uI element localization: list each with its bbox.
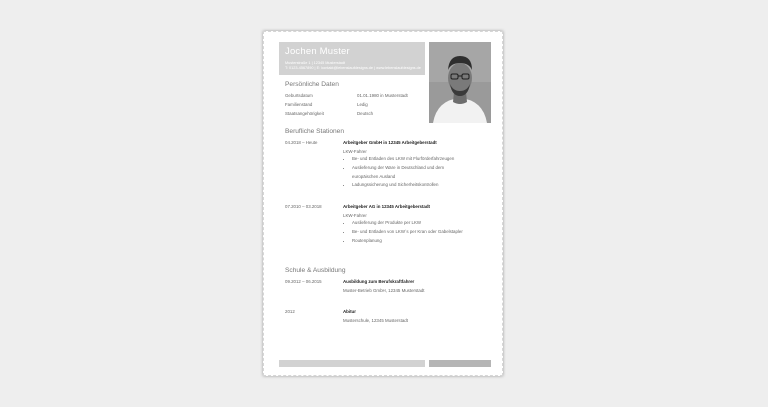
career-employer: Arbeitgeber AG in 12345 Arbeitgeberstadt	[343, 204, 431, 209]
person-photo-icon	[429, 42, 491, 123]
list-item: • Auslieferung der Produkte per LKW	[352, 219, 494, 228]
education-title: Ausbildung zum Berufskraftfahrer	[343, 279, 415, 284]
applicant-name: Jochen Muster	[285, 46, 350, 57]
personal-label: Staatsangehörigkeit	[285, 111, 324, 116]
personal-value: Ledig	[357, 102, 368, 107]
career-bullet-list	[343, 155, 494, 190]
cv-page	[263, 31, 503, 376]
section-title-education: Schule & Ausbildung	[285, 267, 346, 274]
career-date: 07.2010 – 03.2018	[285, 204, 322, 209]
footer-bar-right	[429, 360, 491, 367]
career-job: LKW-Fahrer	[343, 213, 367, 218]
career-employer: Arbeitgeber GmbH in 12345 Arbeitgeberstadt	[343, 140, 437, 145]
education-place: Musterschule, 12345 Musterstadt	[343, 318, 408, 323]
section-title-career: Berufliche Stationen	[285, 128, 345, 135]
address-line: Musterstraße 1 | 12345 Musterstadt	[285, 61, 346, 65]
contact-line: T: 0123-4567890 | E: kontakt@lebenslaufdesigns.de | www.lebenslaufdesigns.de	[285, 66, 421, 70]
applicant-photo	[429, 42, 491, 123]
career-bullet-list	[343, 219, 494, 245]
list-item: • Auslieferung der Ware in Deutschland und dem europäischen Ausland	[352, 164, 464, 182]
career-job: LKW-Fahrer	[343, 149, 367, 154]
career-date: 04.2018 – Heute	[285, 140, 318, 145]
list-item: • Routenplanung	[352, 237, 494, 246]
personal-value: Deutsch	[357, 111, 374, 116]
personal-label: Familienstand	[285, 102, 313, 107]
personal-label: Geburtsdatum	[285, 93, 313, 98]
list-item: • Be- und Entladen von LKW´s per Kran oder Gabelstapler	[352, 228, 464, 237]
section-title-personal: Persönliche Daten	[285, 81, 339, 88]
education-place: Muster-Betrieb GmbH, 12345 Musterstadt	[343, 288, 425, 293]
list-item: • Ladungssicherung und Sicherheitskontrollen	[352, 181, 494, 190]
footer-bar-left	[279, 360, 425, 367]
education-title: Abitur	[343, 309, 356, 314]
education-date: 09.2012 – 06.2015	[285, 279, 322, 284]
list-item: • Be- und Entladen des LKW mit Flurförderfahrzeugen	[352, 155, 494, 164]
personal-value: 01.01.1980 in Musterstadt	[357, 93, 408, 98]
header-box	[279, 42, 425, 75]
education-date: 2012	[285, 309, 295, 314]
